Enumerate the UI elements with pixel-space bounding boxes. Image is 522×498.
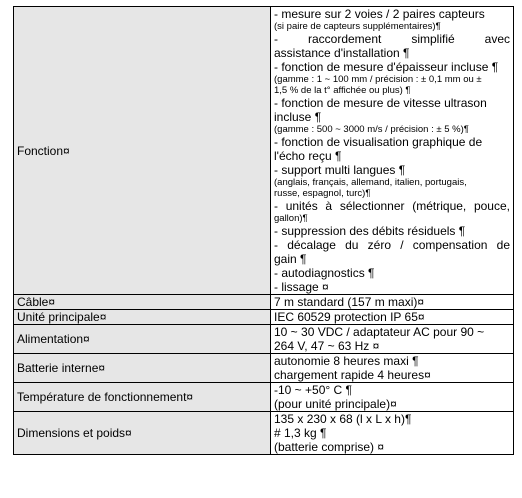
spec-value-line: (pour unité principale)¤ [274, 397, 397, 411]
specifications-table [13, 6, 514, 455]
spec-value-line: (si paire de capteurs supplémentaires)¶ [274, 21, 441, 32]
spec-value-line: gallon)¶ [274, 213, 308, 224]
spec-row [14, 7, 514, 295]
spec-value-line: - fonction de visualisation graphique de [274, 135, 483, 149]
specifications-table-body [14, 7, 514, 455]
spec-value-line: 7 m standard (157 m maxi)¤ [274, 295, 425, 309]
spec-value [271, 7, 514, 295]
spec-value-line: gain ¶ [274, 252, 307, 266]
spec-value-line: 264 V, 47 ~ 63 Hz ¤ [274, 339, 380, 353]
spec-row [14, 383, 514, 412]
spec-value-line: - suppression des débits résiduels ¶ [274, 224, 466, 238]
spec-value-line: russe, espagnol, turc)¶ [274, 188, 371, 199]
spec-value [271, 383, 514, 412]
spec-value-line: -10 ~ +50° C ¶ [274, 383, 352, 397]
spec-value-line: - support multi langues ¶ [274, 163, 406, 177]
spec-value-line: - mesure sur 2 voies / 2 paires capteurs [274, 7, 485, 21]
spec-value-line: 1,5 % de la t° affichée ou plus) ¶ [274, 85, 411, 96]
spec-value [271, 412, 514, 455]
spec-value-line: 10 ~ 30 VDC / adaptateur AC pour 90 ~ [274, 325, 485, 339]
spec-value-line: (gamme : 1 ~ 100 mm / précision : ± 0,1 mm ou ± [274, 74, 482, 85]
spec-value-line: - lissage ¤ [274, 280, 329, 294]
spec-label: Température de fonctionnement¤ [14, 383, 271, 412]
spec-value [271, 295, 514, 310]
spec-value-line: autonomie 8 heures maxi ¶ [274, 354, 419, 368]
spec-value-line: (batterie comprise) ¤ [274, 440, 385, 454]
spec-label: Unité principale¤ [14, 310, 271, 325]
spec-value-line: chargement rapide 4 heures¤ [274, 368, 431, 382]
spec-value-line: - décalage du zéro / compensation de [274, 238, 510, 252]
spec-row [14, 295, 514, 310]
spec-row [14, 310, 514, 325]
spec-value-line: 135 x 230 x 68 (l x L x h)¶ [274, 412, 412, 426]
spec-value [271, 310, 514, 325]
spec-value-line: (anglais, français, allemand, italien, portugais, [274, 177, 467, 188]
spec-value [271, 354, 514, 383]
spec-value-line: - raccordement simplifié avec [274, 32, 510, 46]
spec-row [14, 354, 514, 383]
spec-value-line: incluse ¶ [274, 110, 322, 124]
spec-value-line: - unités à sélectionner (métrique, pouce, [274, 199, 510, 213]
spec-value-line: l'écho reçu ¶ [274, 149, 342, 163]
spec-label: Dimensions et poids¤ [14, 412, 271, 455]
spec-value-line: - autodiagnostics ¶ [274, 266, 375, 280]
spec-value-line: (gamme : 500 ~ 3000 m/s / précision : ± 5 %)¶ [274, 124, 469, 135]
spec-row [14, 412, 514, 455]
spec-label: Câble¤ [14, 295, 271, 310]
spec-label: Fonction¤ [14, 7, 271, 295]
spec-row [14, 325, 514, 354]
spec-value [271, 325, 514, 354]
spec-value-line: IEC 60529 protection IP 65¤ [274, 310, 425, 324]
spec-value-line: # 1,3 kg ¶ [274, 426, 327, 440]
spec-label: Batterie interne¤ [14, 354, 271, 383]
spec-value-line: - fonction de mesure de vitesse ultrason [274, 96, 487, 110]
spec-value-line: - fonction de mesure d'épaisseur incluse ¶ [274, 60, 499, 74]
spec-label: Alimentation¤ [14, 325, 271, 354]
spec-value-line: assistance d'installation ¶ [274, 46, 410, 60]
